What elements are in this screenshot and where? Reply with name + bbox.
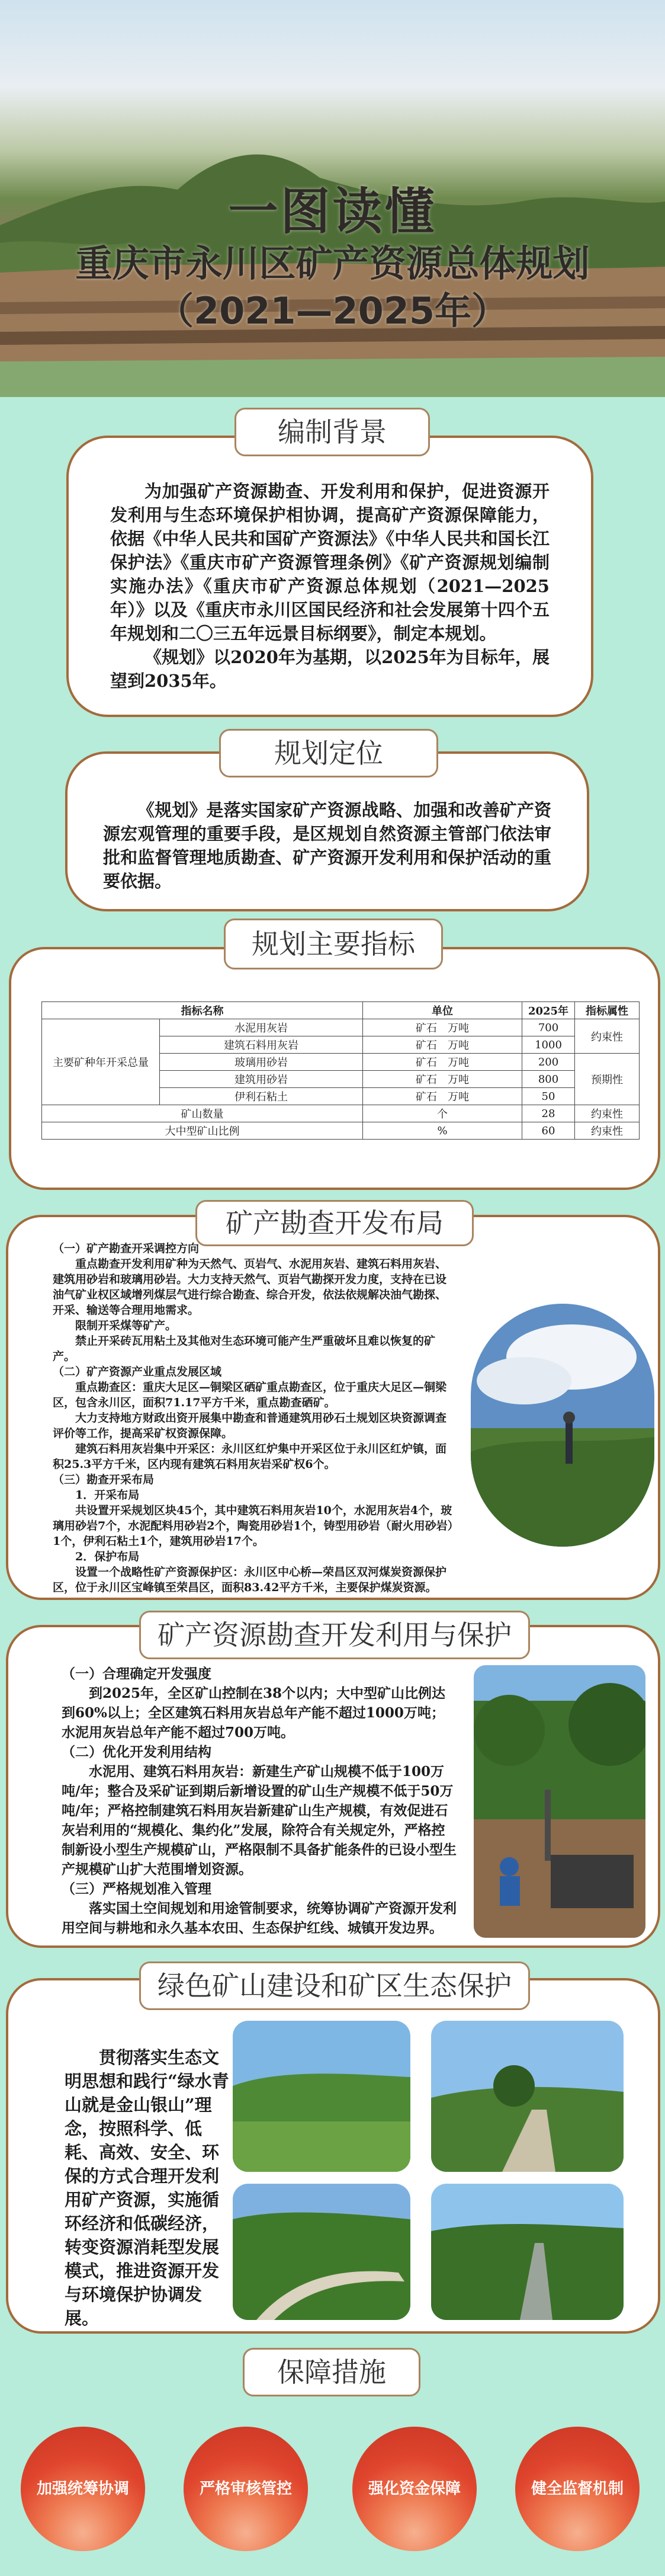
trail-photo	[233, 2184, 410, 2320]
table-row	[42, 1019, 640, 1036]
header-unit: 单位	[363, 1002, 522, 1019]
table-cell: 大中型矿山比例	[42, 1122, 363, 1140]
utilization-heading-2: （二）优化开发利用结构	[62, 1744, 211, 1760]
background-paragraph-2: 《规划》以2020年为基期，以2025年为目标年，展望到2035年。	[110, 647, 550, 691]
layout-text: 禁止开采砖瓦用粘土及其他对生态环境可能产生严重破坏且难以恢复的矿产。	[53, 1335, 436, 1363]
section-title-position: 规划定位	[219, 729, 438, 777]
section-title-layout: 矿产勘查开发布局	[195, 1200, 474, 1246]
table-cell: 玻璃用砂岩	[160, 1054, 363, 1071]
group-label-cell: 主要矿种年开采总量	[42, 1019, 160, 1105]
layout-text: 大力支持地方财政出资开展集中勘查和普通建筑用砂石土规划区块资源调查评价等工作，提高采矿权资源保障。	[53, 1412, 447, 1440]
utilization-heading-3: （三）严格规划准入管理	[62, 1881, 211, 1897]
table-cell: 建筑石料用灰岩	[160, 1036, 363, 1054]
layout-text: 重点勘查区：重庆大足区—铜梁区硒矿重点勘查区，位于重庆大足区—铜梁区，包含永川区，面积71.17平方千米，重点勘查硒矿。	[53, 1381, 447, 1409]
table-cell: 28	[522, 1105, 575, 1122]
hero-title-period: （2021—2025年）	[156, 289, 509, 332]
measure-supervision: 健全监督机制	[515, 2427, 640, 2551]
layout-heading-1: （一）矿产勘查开采调控方向	[53, 1242, 200, 1255]
table-cell: 矿石 万吨	[363, 1036, 522, 1054]
table-cell: 60	[522, 1122, 575, 1140]
layout-text: 建筑石料用灰岩集中开采区：永川区红炉集中开采区位于永川区红炉镇，面积25.3平方千米，区内现有建筑石料用灰岩采矿权6个。	[53, 1442, 447, 1471]
park-path-photo	[431, 2021, 624, 2172]
table-cell: 约束性	[575, 1122, 640, 1140]
table-cell: 矿石 万吨	[363, 1019, 522, 1036]
table-row	[42, 1105, 640, 1122]
table-cell: 700	[522, 1019, 575, 1036]
position-paragraph: 《规划》是落实国家矿产资源战略、加强和改善矿产资源宏观管理的重要手段，是区规划自然资源主管部门依法审批和监督管理地质勘查、矿产资源开发利用和保护活动的重要依据。	[103, 800, 551, 891]
table-cell: 约束性	[575, 1019, 640, 1054]
section-title-background: 编制背景	[234, 408, 430, 456]
hero-title-main: 一图读懂	[228, 183, 437, 241]
table-cell: 1000	[522, 1036, 575, 1054]
table-cell: 个	[363, 1105, 522, 1122]
section-title-green: 绿色矿山建设和矿区生态保护	[139, 1961, 530, 2010]
utilization-text: 水泥用、建筑石料用灰岩：新建生产矿山规模不低于100万吨/年；整合及采矿证到期后新增设置的矿山生产规模不低于50万吨/年；严格控制建筑石料用灰岩新建矿山生产规模，有效促进石灰岩利用的“规模化、集约化”发展，除符合有关规定外，严格控制新设小型生产规模矿山，严格限制不具备扩能条件的已设小型生产规模矿山扩大范围增划资源。	[62, 1764, 457, 1877]
table-cell: 约束性	[575, 1105, 640, 1122]
layout-text: 设置一个战略性矿产资源保护区：永川区中心桥—荣昌区双河煤炭资源保护区，位于永川区宝峰镇至荣昌区，面积83.42平方千米，主要保护煤炭资源。	[53, 1566, 447, 1594]
header-indicator-name: 指标名称	[42, 1002, 363, 1019]
measure-coordination: 加强统筹协调	[21, 2427, 145, 2551]
layout-text: 限制开采煤等矿产。	[75, 1319, 177, 1332]
table-cell: 水泥用灰岩	[160, 1019, 363, 1036]
table-cell: 矿山数量	[42, 1105, 363, 1122]
layout-subheading: 1．开采布局	[75, 1489, 140, 1502]
table-cell: 建筑用砂岩	[160, 1071, 363, 1088]
utilization-text: 落实国土空间规划和用途管制要求，统筹协调矿产资源开发利用空间与耕地和永久基本农田、生态保护红线、城镇开发边界。	[62, 1900, 457, 1936]
layout-subheading: 2．保护布局	[75, 1550, 140, 1563]
header-attribute: 指标属性	[575, 1002, 640, 1019]
background-card	[66, 436, 593, 717]
meadow-photo	[233, 2021, 410, 2172]
table-row	[42, 1122, 640, 1140]
table-cell: %	[363, 1122, 522, 1140]
layout-text: 重点勘查开发利用矿种为天然气、页岩气、水泥用灰岩、建筑石料用灰岩、建筑用砂岩和玻璃用砂岩。大力支持天然气、页岩气勘探开发力度，支持在已设油气矿业权区域增列煤层气进行综合勘查、综合开发，依法依规解决油气勘探、开采、输送等合理用地需求。	[53, 1257, 447, 1317]
layout-heading-3: （三）勘查开采布局	[53, 1473, 155, 1486]
table-header-row	[42, 1002, 640, 1019]
table-cell: 伊利石粘土	[160, 1088, 363, 1105]
hero-title-plan-name: 重庆市永川区矿产资源总体规划	[75, 242, 590, 285]
utilization-text: 到2025年，全区矿山控制在38个以内；大中型矿山比例达到60%以上；全区建筑石料用灰岩总年产能不超过1000万吨；水泥用灰岩总年产能不超过700万吨。	[62, 1685, 446, 1740]
table-cell: 矿石 万吨	[363, 1071, 522, 1088]
measure-funding: 强化资金保障	[352, 2427, 477, 2551]
utilization-heading-1: （一）合理确定开发强度	[62, 1666, 211, 1682]
header-2025: 2025年	[522, 1002, 575, 1019]
layout-text: 共设置开采规划区块45个，其中建筑石料用灰岩10个，水泥用灰岩4个，玻璃用砂岩7个，水泥配料用砂岩2个，陶瓷用砂岩1个，铸型用砂岩（耐火用砂岩）1个，伊利石粘土1个，建筑用砂岩17个。	[53, 1504, 454, 1548]
green-paragraph: 贯彻落实生态文明思想和践行“绿水青山就是金山银山”理念，按照科学、低耗、高效、安全、环保的方式合理开发利用矿产资源，实施循环经济和低碳经济，转变资源消耗型发展模式，推进资源开发与环境保护协调发展。	[65, 2047, 229, 2328]
stream-photo	[431, 2184, 624, 2320]
table-cell: 矿石 万吨	[363, 1088, 522, 1105]
section-title-utilization: 矿产资源勘查开发利用与保护	[139, 1611, 530, 1659]
table-cell: 800	[522, 1071, 575, 1088]
table-cell: 预期性	[575, 1054, 640, 1105]
table-cell: 200	[522, 1054, 575, 1071]
table-cell: 矿石 万吨	[363, 1054, 522, 1071]
section-title-indicators: 规划主要指标	[224, 919, 443, 969]
table-cell: 50	[522, 1088, 575, 1105]
measure-audit-control: 严格审核管控	[184, 2427, 308, 2551]
background-paragraph-1: 为加强矿产资源勘查、开发利用和保护，促进资源开发利用与生态环境保护相协调，提高矿产资源保障能力，依据《中华人民共和国矿产资源法》《中华人民共和国长江保护法》《重庆市矿产资源管理条例》《矿产资源规划编制实施办法》《重庆市矿产资源总体规划（2021—2025年）》以及《重庆市永川区国民经济和社会发展第十四个五年规划和二〇三五年远景目标纲要》，制定本规划。	[110, 481, 550, 644]
layout-heading-2: （二）矿产资源产业重点发展区域	[53, 1365, 222, 1378]
section-title-guarantee: 保障措施	[243, 2348, 420, 2396]
field-survey-photo	[471, 1304, 654, 1547]
indicators-table	[41, 1001, 640, 1140]
hero-banner	[0, 0, 665, 397]
drill-core-photo	[474, 1665, 645, 1938]
